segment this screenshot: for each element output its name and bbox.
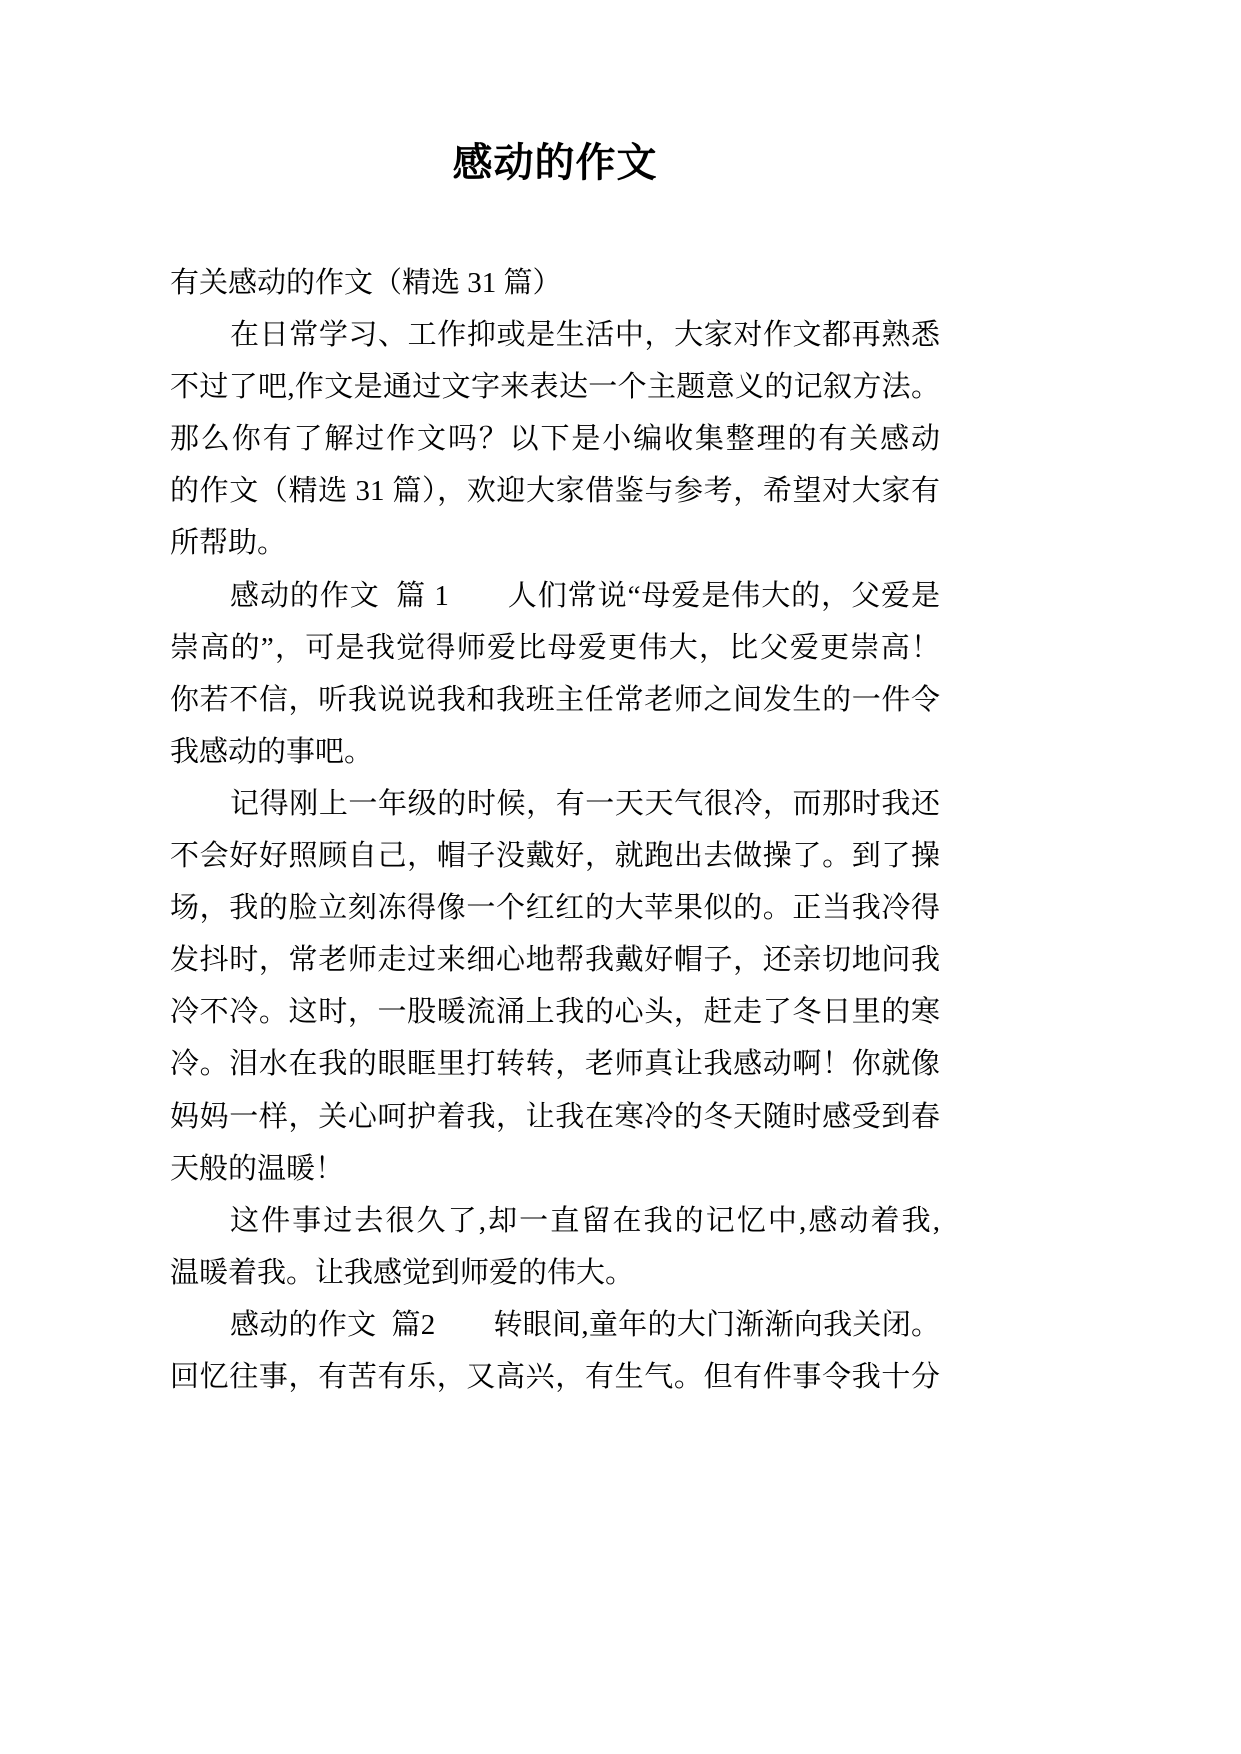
text-line: 那么你有了解过作文吗？以下是小编收集整理的有关感动 (170, 423, 940, 456)
paragraph-intro (170, 309, 940, 569)
text-line: 我感动的事吧。 (170, 735, 374, 768)
text-line: 记得刚上一年级的时候，有一天天气很冷，而那时我还 (230, 787, 940, 820)
document-body (170, 257, 940, 1403)
paragraph (170, 570, 940, 778)
text-line: 不过了吧,作文是通过文字来表达一个主题意义的记叙方法。 (170, 371, 940, 404)
document-title: 感动的作文 (452, 141, 658, 185)
section-label: 感动的作文 篇2 (230, 1308, 436, 1341)
text-line: 场，我的脸立刻冻得像一个红红的大苹果似的。正当我冷得 (170, 892, 940, 925)
paragraph (170, 1195, 940, 1299)
section-label: 感动的作文 篇 1 (230, 579, 449, 612)
paragraph (170, 778, 940, 1195)
text-line: 天般的温暖！ (170, 1152, 345, 1185)
label-gap (449, 604, 507, 605)
text-line: 妈妈一样，关心呵护着我，让我在寒冷的冬天随时感受到春 (170, 1100, 940, 1133)
label-gap (435, 1333, 493, 1334)
text-line: 的作文（精选 31 篇），欢迎大家借鉴与参考，希望对大家有 (170, 475, 940, 508)
text-line: 崇高的”，可是我觉得师爱比母爱更伟大，比父爱更崇高！ (170, 631, 940, 664)
text-line: 不会好好照顾自己，帽子没戴好，就跑出去做操了。到了操 (170, 840, 940, 873)
document-subtitle: 有关感动的作文（精选 31 篇） (170, 267, 562, 299)
text-line: 冷不冷。这时，一股暖流涌上我的心头，赶走了冬日里的寒 (170, 996, 940, 1029)
section-1 (170, 570, 940, 1299)
paragraph (170, 1299, 940, 1403)
section-first-line (170, 570, 940, 622)
text-line: 温暖着我。让我感觉到师爱的伟大。 (170, 1256, 635, 1289)
text-line: 转眼间,童年的大门渐渐向我关闭。 (493, 1308, 940, 1341)
text-line: 冷。泪水在我的眼眶里打转转，老师真让我感动啊！你就像 (170, 1048, 940, 1081)
text-line: 发抖时，常老师走过来细心地帮我戴好帽子，还亲切地问我 (170, 944, 940, 977)
section-first-line (170, 1299, 940, 1351)
text-line: 人们常说“母爱是伟大的，父爱是 (506, 579, 940, 612)
section-2 (170, 1299, 940, 1403)
text-line: 这件事过去很久了,却一直留在我的记忆中,感动着我, (230, 1204, 940, 1237)
text-line: 回忆往事，有苦有乐，又高兴，有生气。但有件事令我十分 (170, 1360, 940, 1393)
text-line: 所帮助。 (170, 527, 287, 560)
text-line: 在日常学习、工作抑或是生活中，大家对作文都再熟悉 (230, 319, 940, 352)
text-line: 你若不信，听我说说我和我班主任常老师之间发生的一件令 (170, 683, 940, 716)
